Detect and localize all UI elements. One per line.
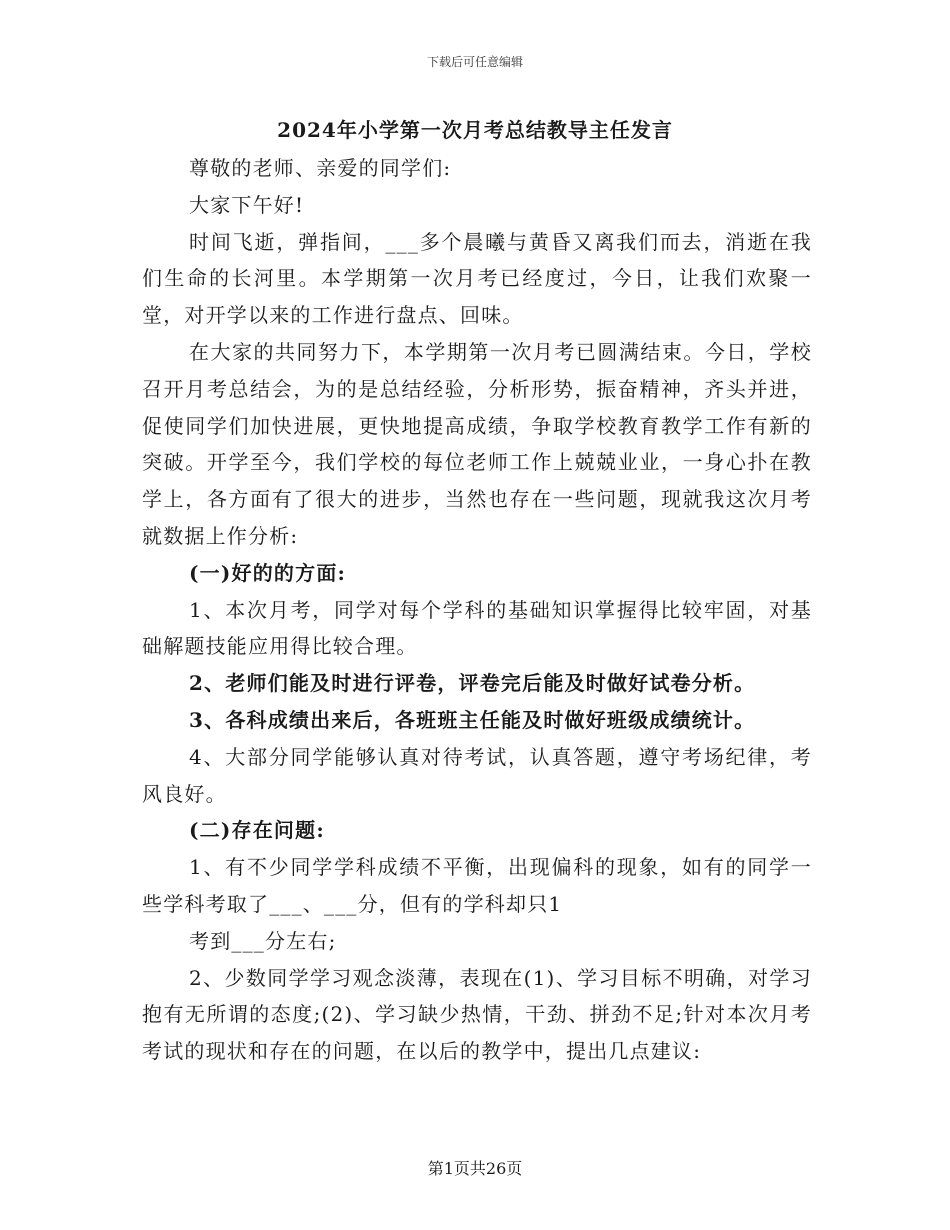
page-number: 第1页共26页 (427, 1159, 523, 1178)
section-heading: (二)存在问题: (189, 818, 325, 843)
section-heading: (一)好的的方面: (189, 560, 347, 585)
greeting: 大家下午好! (189, 192, 305, 217)
paragraph: 时间飞逝，弹指间，___多个晨曦与黄昏又离我们而去，消逝在我们生命的长河里。本学期第一次月考已经度过，今日，让我们欢聚一堂，对开学以来的工作进行盘点、回味。 (142, 229, 812, 328)
list-item-continuation: 考到___分左右; (189, 928, 337, 953)
list-item: 4、大部分同学能够认真对待考试，认真答题，遵守考场纪律，考风良好。 (142, 744, 812, 806)
list-item: 2、少数同学学习观念淡薄，表现在(1)、学习目标不明确，对学习抱有无所谓的态度;(2)、学习缺少热情，干劲、拼劲不足;针对本次月考考试的现状和存在的问题，在以后的教学中，提出几点建议: (142, 965, 812, 1064)
header-note: 下载后可任意编辑 (426, 55, 523, 69)
salutation: 尊敬的老师、亲爱的同学们: (189, 156, 452, 180)
paragraph: 在大家的共同努力下，本学期第一次月考已圆满结束。今日，学校召开月考总结会，为的是总结经验，分析形势，振奋精神，齐头并进，促使同学们加快进展，更快地提高成绩，争取学校教育教学工作有新的突破。开学至今，我们学校的每位老师工作上兢兢业业，一身心扑在教学上，各方面有了很大的进步，当然也存在一些问题，现就我这次月考就数据上作分析: (142, 339, 812, 548)
list-item: 2、老师们能及时进行评卷，评卷完后能及时做好试卷分析。 (189, 671, 756, 696)
list-item: 1、本次月考，同学对每个学科的基础知识掌握得比较牢固，对基础解题技能应用得比较合理。 (142, 597, 812, 659)
document-body (142, 150, 812, 1070)
document-title: 2024年小学第一次月考总结教导主任发言 (277, 118, 673, 142)
list-item: 1、有不少同学学科成绩不平衡，出现偏科的现象，如有的同学一些学科考取了___、___分，但有的学科却只1 (142, 855, 812, 916)
list-item: 3、各科成绩出来后，各班班主任能及时做好班级成绩统计。 (189, 707, 756, 732)
